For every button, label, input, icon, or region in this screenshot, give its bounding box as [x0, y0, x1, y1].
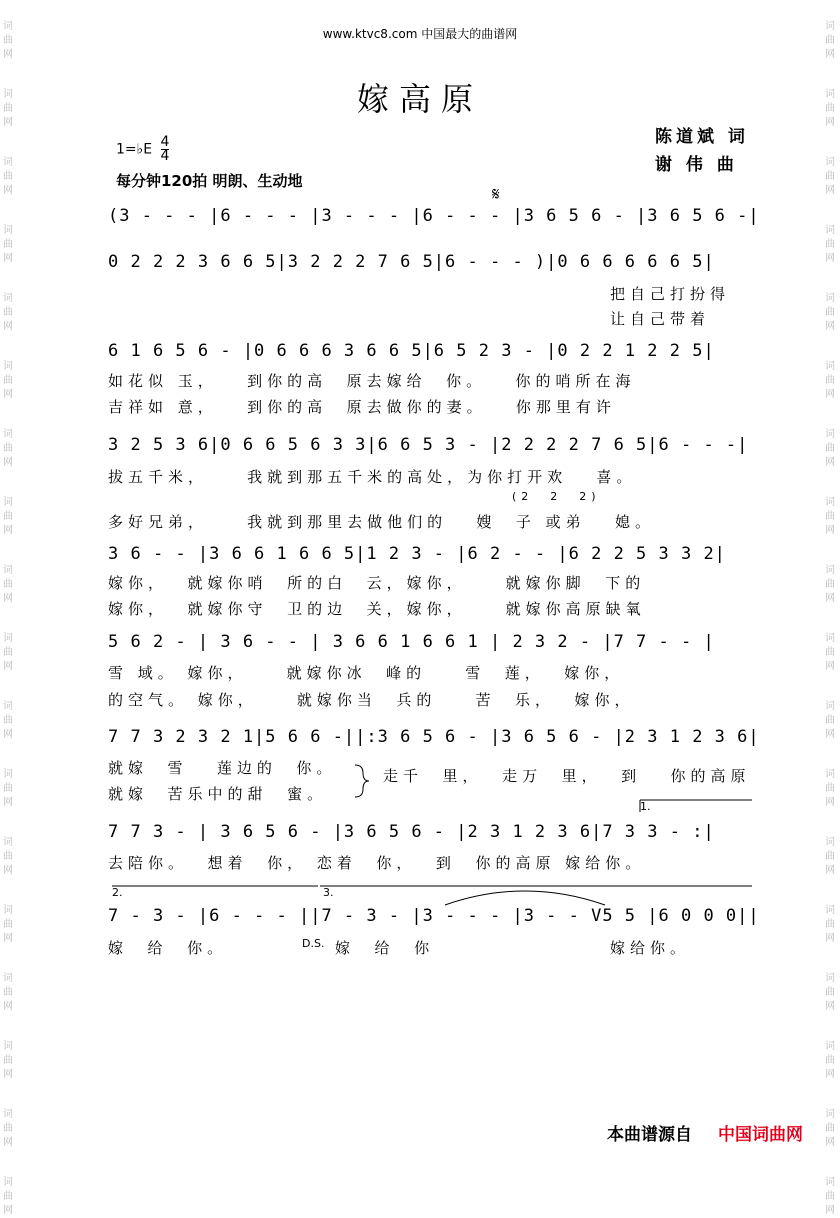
notation-line-9: 7 7 3 - | 3 6 5 6 - |3 6 5 6 - |2 3 1 2 3 6|7 3 3 - :| [108, 822, 715, 842]
watermark-label: 词 曲 网 [3, 973, 13, 1012]
lyric-brace [355, 765, 369, 797]
lyric-line-4a: 拔五千米， 我就到那五千米的高处，为你打开欢 喜。 [108, 468, 637, 486]
lyric-line-5a: 多好兄弟， 我就到那里去做他们的 嫂 子 或弟 媳。 [108, 513, 655, 531]
lyric-line-10a: 嫁 给 你。 [108, 939, 228, 957]
watermark-label: 词 曲 网 [3, 361, 13, 400]
watermark-label: 词 曲 网 [3, 769, 13, 808]
notation-line-10: 7 - 3 - |6 - - - ||7 - 3 - |3 - - - |3 - - V5 5 |6 0 0 0|| [108, 906, 760, 926]
notation-line-3: 6 1 6 5 6 - |0 6 6 6 3 6 6 5|6 5 2 3 - |0 2 2 1 2 2 5| [108, 341, 715, 361]
footer-source-label: 本曲谱源自 [607, 1125, 692, 1145]
watermark-label: 词 曲 网 [825, 1109, 835, 1148]
lyric-line-6a: 嫁你， 就嫁你哨 所的白 云，嫁你， 就嫁你脚 下的 [108, 574, 646, 592]
watermark-label: 词 曲 网 [825, 905, 835, 944]
watermark-label: 词 曲 网 [3, 21, 13, 60]
watermark-label: 词 曲 网 [825, 565, 835, 604]
watermark-label: 词 曲 网 [825, 361, 835, 400]
song-title: 嫁高原 [356, 80, 483, 118]
watermark-label: 词 曲 网 [3, 89, 13, 128]
watermark-label: 词 曲 网 [3, 293, 13, 332]
notation-line-1: (3 - - - |6 - - - |3 - - - |6 - - - |3 6 5 6 - |3 6 5 6 -| [108, 206, 760, 226]
watermark-label: 词 曲 网 [3, 701, 13, 740]
watermark-label: 词 曲 网 [825, 21, 835, 60]
watermark-label: 词 曲 网 [825, 701, 835, 740]
volta-2: 2. [112, 886, 123, 899]
watermark-label: 词 曲 网 [3, 905, 13, 944]
watermark-label: 词 曲 网 [825, 837, 835, 876]
notation-line-7: 5 6 2 - | 3 6 - - | 3 6 6 1 6 6 1 | 2 3 2 - |7 7 - - | [108, 632, 715, 652]
lyric-line-10c: 嫁给你。 [610, 939, 691, 957]
watermark-label: 词 曲 网 [825, 497, 835, 536]
watermark-label: 词 曲 网 [825, 89, 835, 128]
lyric-line-6b: 嫁你， 就嫁你守 卫的边 关，嫁你， 就嫁你高原缺氧 [108, 600, 646, 618]
lyric-line-2b: 让自己带着 [610, 310, 711, 328]
lyric-line-8c: 走千 里， 走万 里， 到 你的高原 [383, 767, 751, 785]
lyric-line-7b: 的空气。 嫁你， 就嫁你当 兵的 苦 乐， 嫁你， [108, 691, 635, 709]
watermark-label: 词 曲 网 [3, 633, 13, 672]
lyricist-credit: 陈道斌 词 [655, 127, 749, 147]
watermark-label: 词 曲 网 [3, 157, 13, 196]
ds-marking: D.S. [302, 937, 325, 950]
lyric-line-2a: 把自己打扮得 [610, 285, 731, 303]
tempo-marking: 每分钟120拍 明朗、生动地 [116, 172, 303, 190]
notation-line-2: 0 2 2 2 3 6 6 5|3 2 2 2 7 6 5|6 - - - )|0 6 6 6 6 6 5| [108, 252, 715, 272]
site-header[interactable]: www.ktvc8.com 中国最大的曲谱网 [322, 27, 518, 41]
watermark-label: 词 曲 网 [825, 973, 835, 1012]
watermark-label: 词 曲 网 [3, 565, 13, 604]
lyric-line-7a: 雪 域。 嫁你， 就嫁你冰 峰的 雪 莲， 嫁你， [108, 664, 625, 682]
watermark-label: 词 曲 网 [825, 1177, 835, 1216]
lyric-line-9a: 去陪你。 想着 你， 恋着 你， 到 你的高原 嫁给你。 [108, 854, 646, 872]
lyric-line-10b: 嫁 给 你 [335, 939, 435, 957]
watermark-label: 词 曲 网 [825, 769, 835, 808]
lyric-line-3b: 吉祥如 意， 到你的高 原去做你的妻。 你那里有许 [108, 398, 616, 416]
lyric-line-3a: 如花似 玉， 到你的高 原去嫁给 你。 你的哨所在海 [108, 372, 636, 390]
notation-line-6: 3 6 - - |3 6 6 1 6 6 5|1 2 3 - |6 2 - - |6 2 2 5 3 3 2| [108, 544, 726, 564]
watermark-label: 词 曲 网 [3, 497, 13, 536]
time-top: 4 [160, 134, 170, 150]
watermark-label: 词 曲 网 [825, 293, 835, 332]
time-bottom: 4 [160, 148, 170, 164]
volta-3: 3. [323, 886, 334, 899]
key-label: 1=♭E [116, 141, 153, 158]
lyric-line-8b: 就嫁 苦乐中的甜 蜜。 [108, 785, 328, 803]
watermark-label: 词 曲 网 [825, 1041, 835, 1080]
watermark-label: 词 曲 网 [825, 225, 835, 264]
lyric-line-4b: (2 2 2) [512, 490, 601, 503]
composer-credit: 谢 伟 曲 [655, 155, 738, 175]
watermark-label: 词 曲 网 [825, 157, 835, 196]
volta-1: 1. [640, 800, 651, 813]
tie-arc [445, 891, 605, 905]
lyric-line-8a: 就嫁 雪 莲边的 你。 [108, 759, 337, 777]
watermark-label: 词 曲 网 [825, 633, 835, 672]
segno-sign: 𝄋 [492, 184, 500, 205]
watermark-label: 词 曲 网 [3, 1177, 13, 1216]
watermark-label: 词 曲 网 [3, 837, 13, 876]
footer-site-link[interactable]: 中国词曲网 [718, 1125, 803, 1145]
watermark-label: 词 曲 网 [3, 1109, 13, 1148]
watermark-label: 词 曲 网 [3, 225, 13, 264]
notation-line-8: 7 7 3 2 3 2 1|5 6 6 -||:3 6 5 6 - |3 6 5 6 - |2 3 1 2 3 6| [108, 727, 760, 747]
watermark-label: 词 曲 网 [825, 429, 835, 468]
notation-line-4: 3 2 5 3 6|0 6 6 5 6 3 3|6 6 5 3 - |2 2 2 2 7 6 5|6 - - -| [108, 435, 749, 455]
watermark-label: 词 曲 网 [3, 429, 13, 468]
watermark-label: 词 曲 网 [3, 1041, 13, 1080]
